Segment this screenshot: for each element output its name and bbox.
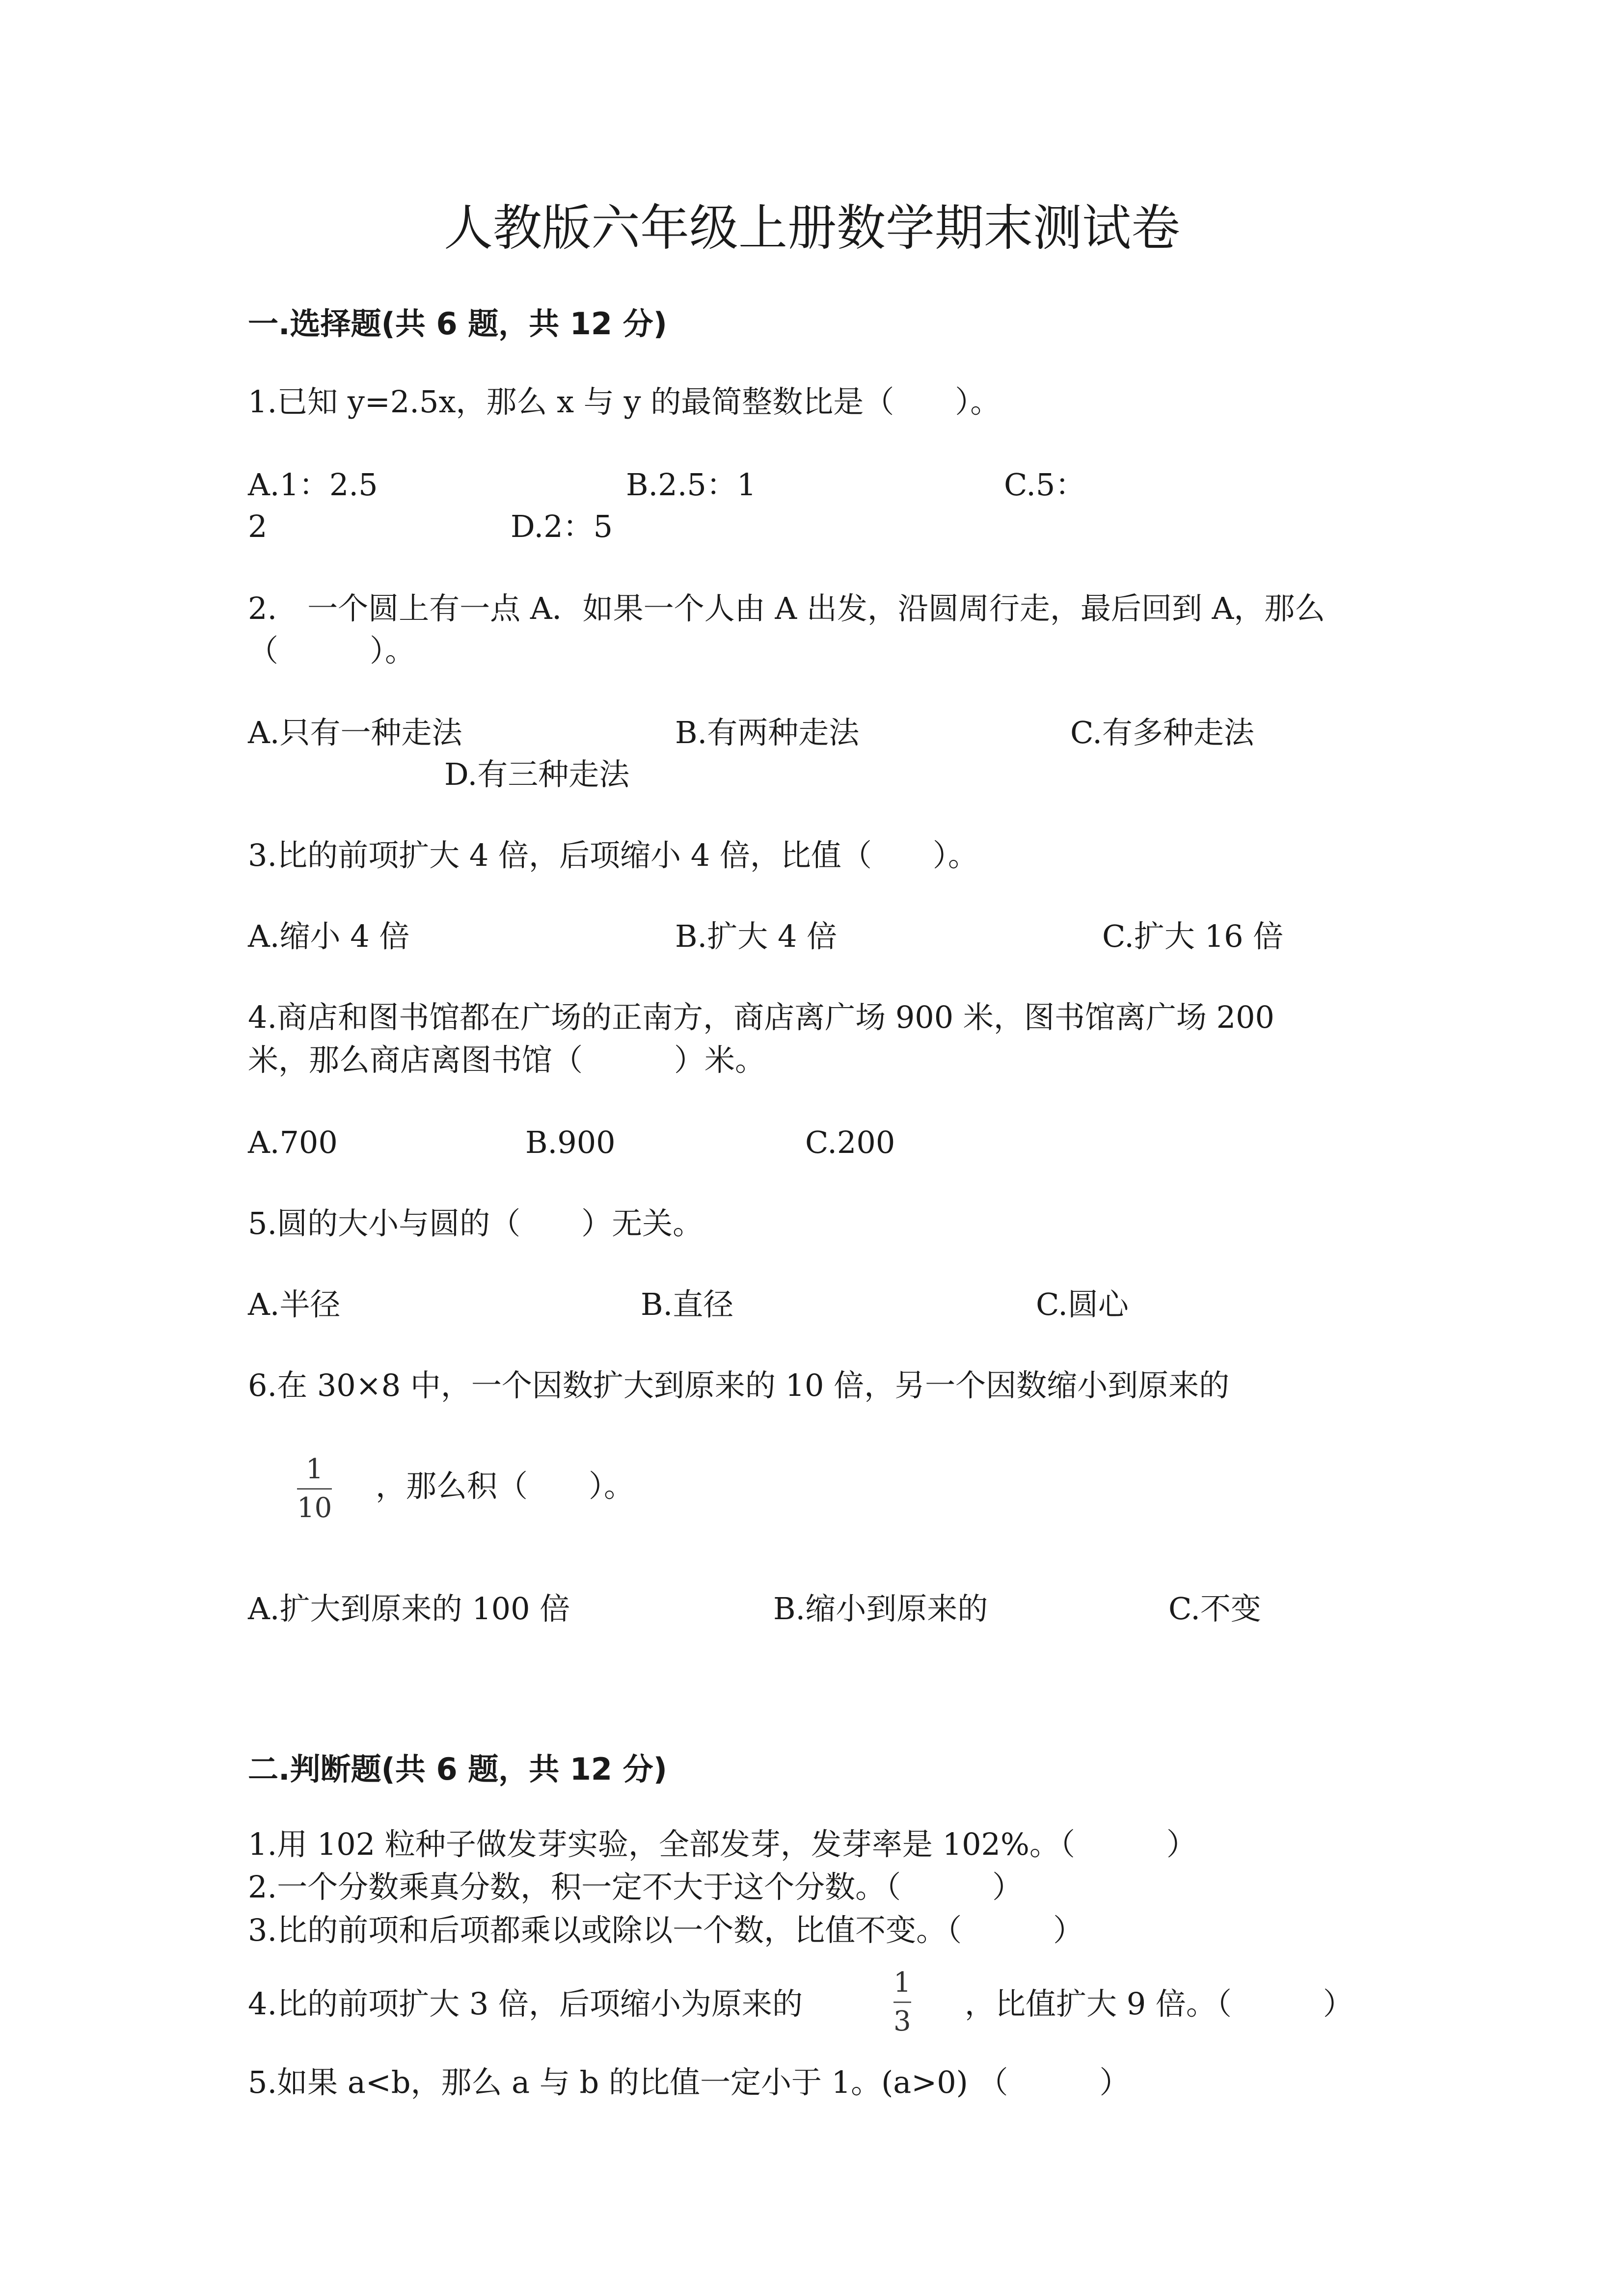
question-6-line2: ，那么积（ ）。 [376, 1468, 635, 1504]
q4-option-c: C.200 [805, 1124, 895, 1160]
page-title: 人教版六年级上册数学期末测试卷 [444, 199, 1180, 257]
question-5-text: 5.圆的大小与圆的（ ）无关。 [248, 1205, 704, 1241]
q6-fraction-numerator: 1 [305, 1453, 324, 1485]
q6-option-c: C.不变 [1168, 1591, 1261, 1627]
judge-q4-fraction [893, 1967, 911, 2037]
question-2-line1: 2. 一个圆上有一点 A．如果一个人由 A 出发，沿圆周行走，最后回到 A，那么 [248, 590, 1326, 626]
question-1-text: 1.已知 y=2.5x，那么 x 与 y 的最简整数比是（ ）。 [248, 384, 1001, 420]
q6-option-b: B.缩小到原来的 [773, 1591, 988, 1627]
judge-question-3: 3.比的前项和后项都乘以或除以一个数，比值不变。（ ） [248, 1912, 1084, 1948]
q6-fraction-denominator: 10 [297, 1492, 332, 1524]
question-6-line1: 6.在 30×8 中，一个因数扩大到原来的 10 倍，另一个因数缩小到原来的 [248, 1367, 1230, 1403]
q2-option-b: B.有两种走法 [675, 715, 860, 750]
q5-option-c: C.圆心 [1036, 1286, 1129, 1322]
question-2-line2: （ ）。 [248, 633, 416, 668]
q1-option-a: A.1：2.5 [248, 467, 378, 503]
q2-option-a: A.只有一种走法 [248, 715, 462, 750]
question-3-text: 3.比的前项扩大 4 倍，后项缩小 4 倍，比值（ ）。 [248, 837, 978, 873]
judge-question-4-pre: 4.比的前项扩大 3 倍，后项缩小为原来的 [248, 1986, 803, 2022]
section-heading-judgement: 二.判断题(共 6 题，共 12 分) [248, 1751, 667, 1787]
q4-option-b: B.900 [525, 1124, 616, 1160]
judge-q4-fraction-denominator: 3 [893, 2005, 911, 2037]
judge-q4-fraction-numerator: 1 [893, 1967, 911, 1999]
q1-option-d: D.2：5 [511, 508, 613, 544]
question-4-line1: 4.商店和图书馆都在广场的正南方，商店离广场 900 米，图书馆离广场 200 [248, 999, 1274, 1035]
q1-option-c-cont: 2 [248, 508, 268, 544]
q6-fraction [297, 1454, 332, 1524]
judge-q4-fraction-bar [893, 2002, 911, 2003]
q1-option-b: B.2.5：1 [626, 467, 757, 503]
q2-option-c: C.有多种走法 [1070, 715, 1254, 750]
q3-option-a: A.缩小 4 倍 [248, 918, 410, 954]
judge-question-4-post: ，比值扩大 9 倍。（ ） [965, 1986, 1353, 2022]
q1-option-c: C.5： [1004, 467, 1086, 503]
q2-option-d: D.有三种走法 [444, 756, 630, 792]
judge-question-5: 5.如果 a<b，那么 a 与 b 的比值一定小于 1。(a>0) （ ） [248, 2064, 1130, 2100]
q3-option-b: B.扩大 4 倍 [675, 918, 838, 954]
q3-option-c: C.扩大 16 倍 [1102, 918, 1284, 954]
judge-question-1: 1.用 102 粒种子做发芽实验，全部发芽，发芽率是 102%。（ ） [248, 1826, 1197, 1862]
q4-option-a: A.700 [248, 1124, 338, 1160]
judge-question-2: 2.一个分数乘真分数，积一定不大于这个分数。（ ） [248, 1869, 1023, 1905]
q5-option-a: A.半径 [248, 1286, 341, 1322]
question-4-line2: 米，那么商店离图书馆（ ）米。 [248, 1042, 766, 1078]
q5-option-b: B.直径 [641, 1286, 734, 1322]
section-heading-choice: 一.选择题(共 6 题，共 12 分) [248, 306, 667, 342]
q6-fraction-bar [297, 1488, 332, 1490]
q6-option-a: A.扩大到原来的 100 倍 [248, 1591, 570, 1627]
